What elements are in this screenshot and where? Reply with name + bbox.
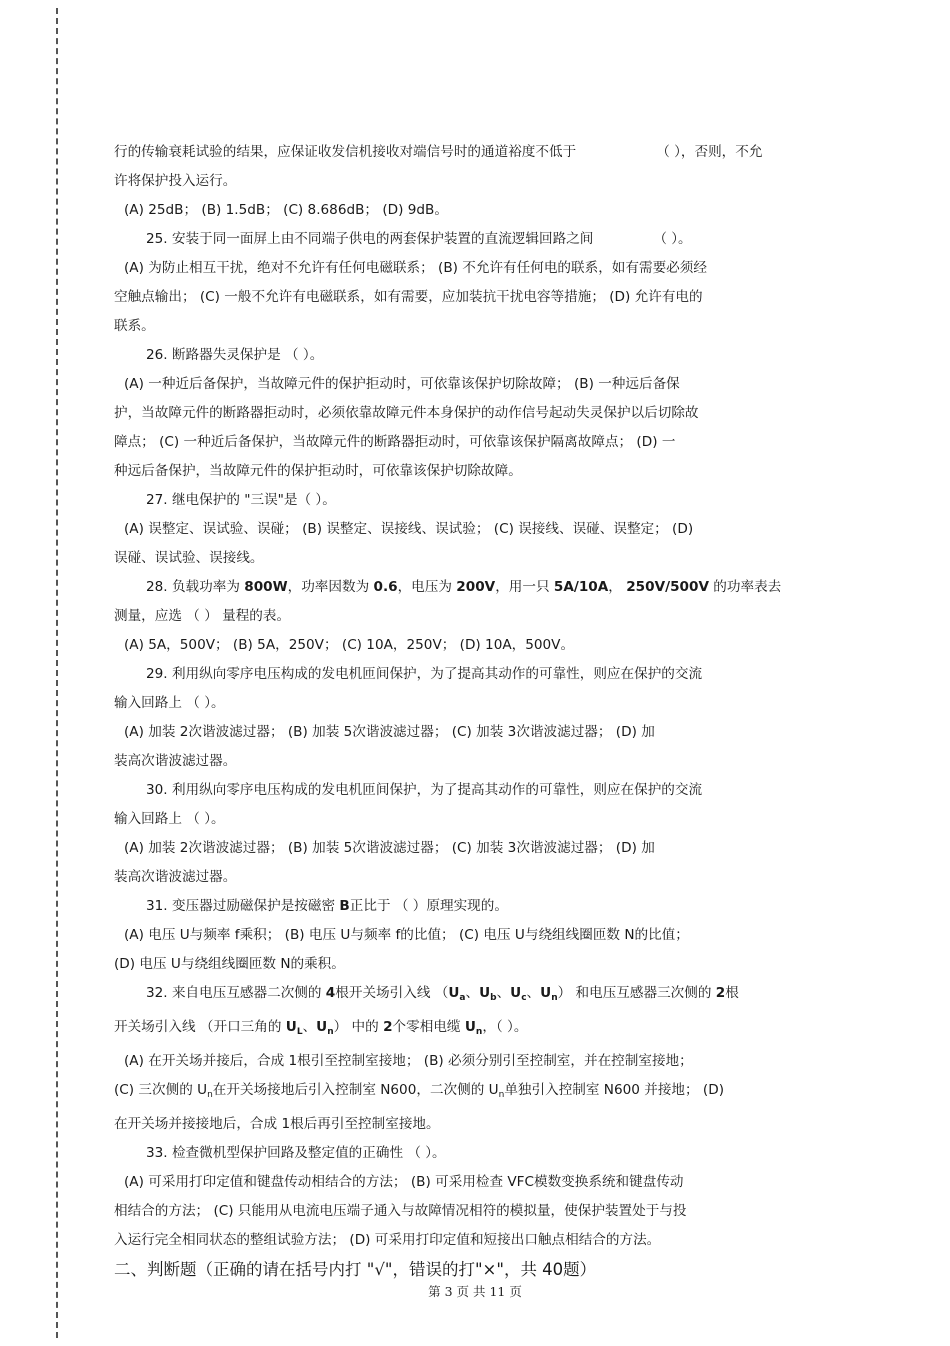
q29-stem-line2: 输入回路上 （ ）。 [114, 695, 225, 711]
document-page [114, 138, 836, 1285]
section-heading-true-false: 二、判断题（正确的请在括号内打 "√"，错误的打"×"，共 40题） [114, 1260, 597, 1279]
q24-line2: 许将保护投入运行。 [114, 173, 237, 189]
q33-option-line2: 相结合的方法； (C) 只能用从电流电压端子通入与故障情况相符的模拟量，使保护装置处于与投 [114, 1203, 687, 1219]
q30-stem: 30. 利用纵向零序电压构成的发电机匝间保护，为了提高其动作的可靠性，则应在保护的交流 [146, 782, 703, 798]
q32-stem-line2: 开关场引入线 （开口三角的 $U_L$、$U_n$） 中的 2个零相电缆 $U_n$，（ ）。 [114, 1019, 528, 1037]
q26-option-line2: 护，当故障元件的断路器拒动时，必须依靠故障元件本身保护的动作信号起动失灵保护以后切除故 [114, 405, 699, 421]
q27-stem: 27. 继电保护的 "三误"是（ ）。 [146, 492, 336, 508]
q32-option-line2: (C) 三次侧的 $U_n$在开关场接地后引入控制室 N600，二次侧的 $U_n$单独引入控制室 N600 并接地； (D) [114, 1082, 725, 1100]
q25-option-line3: 联系。 [114, 318, 155, 334]
q25-option-line1: (A) 为防止相互干扰，绝对不允许有任何电磁联系； (B) 不允许有任何电的联系，如有需要必须经 [124, 260, 707, 276]
q26-stem: 26. 断路器失灵保护是 （ ）。 [146, 347, 324, 363]
q24-line1: 行的传输衰耗试验的结果，应保证收发信机接收对端信号时的通道裕度不低于 （ ），否则，不允 [114, 144, 763, 160]
q26-option-line4: 种远后备保护，当故障元件的保护拒动时，可依靠该保护切除故障。 [114, 463, 522, 479]
q33-option-line3: 入运行完全相同状态的整组试验方法； (D) 可采用打印定值和短接出口触点相结合的方法。 [114, 1232, 661, 1248]
q32-option-line1: (A) 在开关场并接后，合成 1根引至控制室接地； (B) 必须分别引至控制室，并在控制室接地； [124, 1053, 693, 1069]
q28-options: (A) 5A，500V； (B) 5A，250V； (C) 10A，250V； (D) 10A，500V。 [124, 637, 575, 653]
q29-option-line2: 装高次谐波滤过器。 [114, 753, 237, 769]
q31-option-line2: (D) 电压 U与绕组线圈匝数 N的乘积。 [114, 956, 345, 972]
q29-stem: 29. 利用纵向零序电压构成的发电机匝间保护，为了提高其动作的可靠性，则应在保护的交流 [146, 666, 703, 682]
q28-stem: 28. 负载功率为 800W，功率因数为 0.6，电压为 200V，用一只 5A/10A， 250V/500V 的功率表去 [146, 579, 782, 595]
q32-stem: 32. 来自电压互感器二次侧的 4根开关场引入线 （$U_a$、$U_b$、$U_c$、$U_n$） 和电压互感器三次侧的 2根 [146, 985, 739, 1003]
q30-option-line1: (A) 加装 2次谐波滤过器； (B) 加装 5次谐波滤过器； (C) 加装 3次谐波滤过器； (D) 加 [124, 840, 655, 856]
q32-option-line3: 在开关场并接接地后，合成 1根后再引至控制室接地。 [114, 1116, 440, 1132]
q26-option-line1: (A) 一种近后备保护，当故障元件的保护拒动时，可依靠该保护切除故障； (B) 一种远后备保 [124, 376, 680, 392]
q28-stem-line2: 测量，应选 （ ） 量程的表。 [114, 608, 291, 624]
q31-stem: 31. 变压器过励磁保护是按磁密 B正比于 （ ）原理实现的。 [146, 898, 508, 914]
q27-option-line2: 误碰、误试验、误接线。 [114, 550, 264, 566]
q33-option-line1: (A) 可采用打印定值和键盘传动相结合的方法； (B) 可采用检查 VFC模数变换系统和键盘传动 [124, 1174, 684, 1190]
q30-stem-line2: 输入回路上 （ ）。 [114, 811, 225, 827]
q27-option-line1: (A) 误整定、误试验、误碰； (B) 误整定、误接线、误试验； (C) 误接线、误碰、误整定； (D) [124, 521, 694, 537]
q26-option-line3: 障点； (C) 一种近后备保护，当故障元件的断路器拒动时，可依靠该保护隔离故障点； (D) 一 [114, 434, 676, 450]
q29-option-line1: (A) 加装 2次谐波滤过器； (B) 加装 5次谐波滤过器； (C) 加装 3次谐波滤过器； (D) 加 [124, 724, 655, 740]
binding-dashed-line [56, 8, 58, 1338]
q31-option-line1: (A) 电压 U与频率 f乘积； (B) 电压 U与频率 f的比值； (C) 电压 U与绕组线圈匝数 N的比值； [124, 927, 689, 943]
page-footer: 第 3 页 共 11 页 [428, 1284, 522, 1299]
q25-option-line2: 空触点输出； (C) 一般不允许有电磁联系，如有需要，应加装抗干扰电容等措施； (D) 允许有电的 [114, 289, 703, 305]
q25-stem: 25. 安装于同一面屏上由不同端子供电的两套保护装置的直流逻辑回路之间 （ ）。 [146, 231, 692, 247]
q33-stem: 33. 检查微机型保护回路及整定值的正确性 （ ）。 [146, 1145, 446, 1161]
q30-option-line2: 装高次谐波滤过器。 [114, 869, 237, 885]
q24-options: (A) 25dB； (B) 1.5dB； (C) 8.686dB； (D) 9dB。 [124, 202, 448, 218]
